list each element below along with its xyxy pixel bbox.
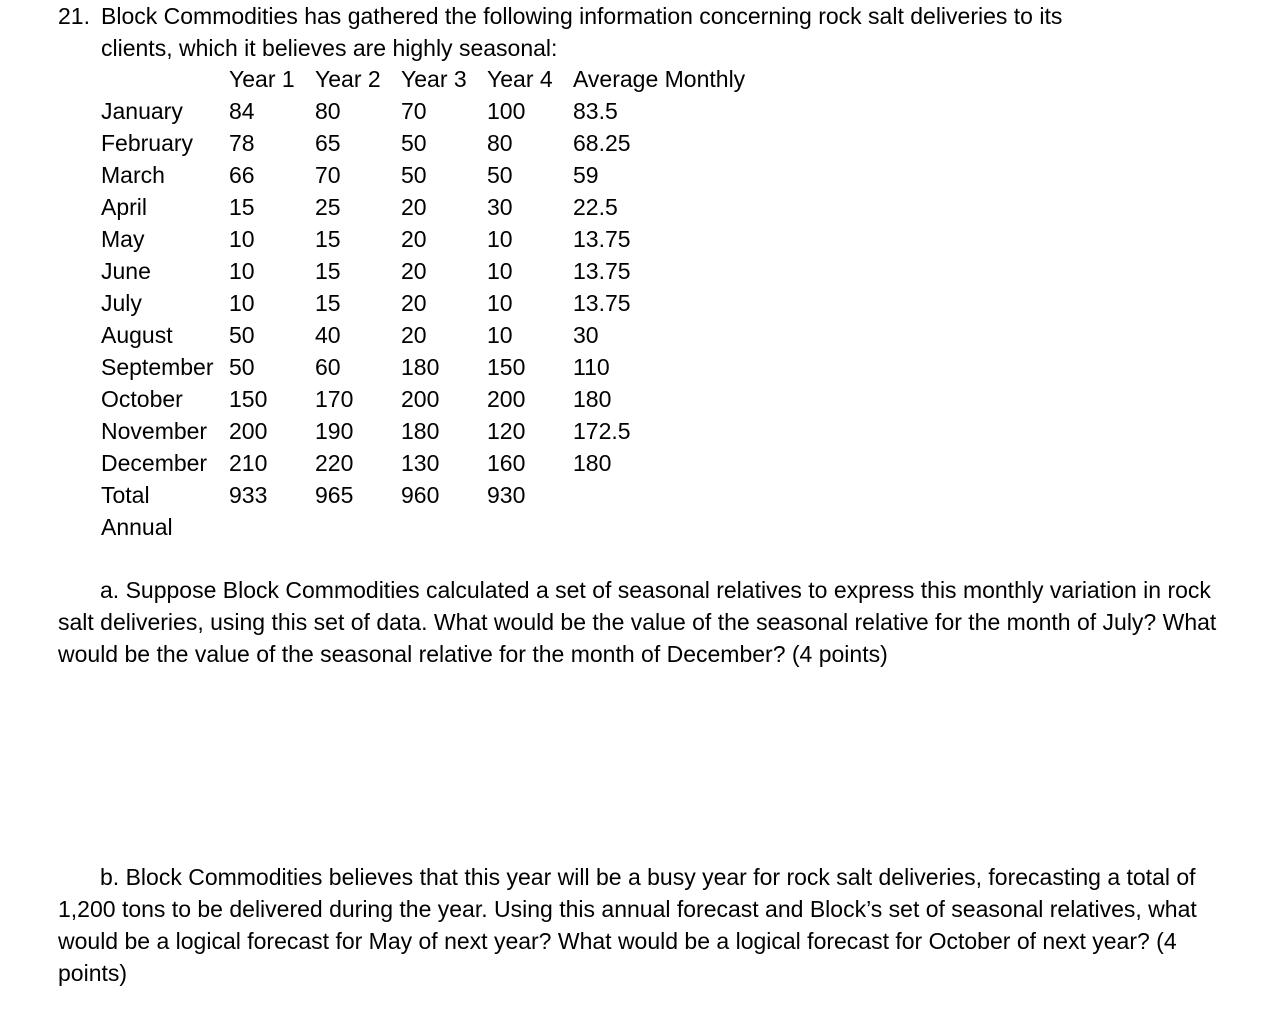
year-1-cell: 66 [229, 162, 255, 188]
deliveries-table [101, 63, 763, 543]
table-row [101, 351, 763, 383]
year-4-cell [487, 511, 573, 543]
year-2-cell [315, 511, 401, 543]
year-1-cell: 10 [229, 290, 255, 316]
year-3-cell: 70 [401, 98, 427, 124]
year-4-cell: 10 [487, 226, 513, 252]
month-cell: May [101, 226, 145, 252]
month-cell: December [101, 450, 208, 476]
question-intro-line-1: Block Commodities has gathered the following information concerning rock salt deliveries to its [101, 3, 1063, 29]
year-2-cell: 40 [315, 322, 341, 348]
table-row [101, 511, 763, 543]
year-1-cell: 10 [229, 226, 255, 252]
part-a-text: a. Suppose Block Commodities calculated a set of seasonal relatives to express this monthly variation in rock salt deliveries, using this set of data. What would be the value of the seasonal relative for the month of July? What would be the value of the seasonal relative for the month of December? (4 points) [58, 577, 1217, 667]
average-monthly-cell: 68.25 [573, 130, 631, 156]
year-1-cell: 10 [229, 258, 255, 284]
year-2-cell: 25 [315, 194, 341, 220]
year-3-cell: 200 [401, 386, 440, 412]
table-row [101, 191, 763, 223]
year-2-cell: 80 [315, 98, 341, 124]
year-3-cell: 960 [401, 482, 440, 508]
month-cell: June [101, 258, 151, 284]
year-3-cell: 20 [401, 258, 427, 284]
month-cell: February [101, 130, 194, 156]
average-monthly-cell [573, 479, 763, 511]
year-2-cell: 965 [315, 482, 354, 508]
question-intro-line-2: clients, which it believes are highly seasonal: [101, 35, 558, 61]
year-3-cell: 50 [401, 130, 427, 156]
header-cell-average-monthly: Average Monthly [573, 66, 746, 92]
year-3-cell: 20 [401, 322, 427, 348]
part-a-paragraph [58, 574, 1238, 670]
part-b-paragraph [58, 861, 1238, 989]
year-2-cell: 70 [315, 162, 341, 188]
average-monthly-cell: 13.75 [573, 258, 631, 284]
month-cell: July [101, 290, 142, 316]
year-1-cell: 50 [229, 322, 255, 348]
table-row [101, 383, 763, 415]
year-3-cell: 50 [401, 162, 427, 188]
table-body [101, 95, 763, 543]
year-4-cell: 80 [487, 130, 513, 156]
header-cell-year-2: Year 2 [315, 66, 381, 92]
average-monthly-cell: 172.5 [573, 418, 631, 444]
average-monthly-cell: 22.5 [573, 194, 618, 220]
year-4-cell: 100 [487, 98, 526, 124]
year-3-cell: 180 [401, 354, 440, 380]
year-4-cell: 10 [487, 258, 513, 284]
year-1-cell: 210 [229, 450, 268, 476]
header-cell-month [101, 63, 229, 95]
year-2-cell: 15 [315, 258, 341, 284]
month-cell: August [101, 322, 173, 348]
year-1-cell: 150 [229, 386, 268, 412]
average-monthly-cell: 59 [573, 162, 599, 188]
year-4-cell: 10 [487, 322, 513, 348]
part-b-text: b. Block Commodities believes that this year will be a busy year for rock salt deliveries, forecasting a total of 1,200 tons to be delivered during the year. Using this annual forecast and Block’s set of seasonal relatives, what would be a logical forecast for May of next year? What would be a logical forecast for October of next year? (4 points) [58, 864, 1197, 986]
month-cell: March [101, 162, 165, 188]
year-1-cell: 15 [229, 194, 255, 220]
table-row [101, 159, 763, 191]
average-monthly-cell: 30 [573, 322, 599, 348]
month-cell: October [101, 386, 183, 412]
year-1-cell: 933 [229, 482, 268, 508]
year-4-cell: 150 [487, 354, 526, 380]
average-monthly-cell: 180 [573, 386, 612, 412]
year-2-cell: 15 [315, 226, 341, 252]
year-4-cell: 200 [487, 386, 526, 412]
year-2-cell: 190 [315, 418, 354, 444]
average-monthly-cell [573, 511, 763, 543]
table-row [101, 95, 763, 127]
table-row [101, 255, 763, 287]
year-1-cell: 50 [229, 354, 255, 380]
average-monthly-cell: 83.5 [573, 98, 618, 124]
year-4-cell: 120 [487, 418, 526, 444]
month-cell: Annual [101, 514, 173, 540]
year-4-cell: 160 [487, 450, 526, 476]
year-4-cell: 10 [487, 290, 513, 316]
question-header [0, 0, 1284, 64]
month-cell: January [101, 98, 183, 124]
year-4-cell: 50 [487, 162, 513, 188]
year-1-cell: 84 [229, 98, 255, 124]
year-2-cell: 220 [315, 450, 354, 476]
year-3-cell: 130 [401, 450, 440, 476]
header-cell-year-3: Year 3 [401, 66, 467, 92]
year-2-cell: 170 [315, 386, 354, 412]
month-cell: September [101, 354, 214, 380]
table-header-row [101, 63, 763, 95]
table-row [101, 319, 763, 351]
year-2-cell: 15 [315, 290, 341, 316]
year-4-cell: 930 [487, 482, 526, 508]
header-cell-year-4: Year 4 [487, 66, 553, 92]
table-row [101, 287, 763, 319]
month-cell: November [101, 418, 208, 444]
year-4-cell: 30 [487, 194, 513, 220]
table-row [101, 479, 763, 511]
year-3-cell [401, 511, 487, 543]
table-row [101, 447, 763, 479]
average-monthly-cell: 13.75 [573, 226, 631, 252]
month-cell: April [101, 194, 148, 220]
year-3-cell: 20 [401, 194, 427, 220]
year-1-cell: 200 [229, 418, 268, 444]
average-monthly-cell: 180 [573, 450, 612, 476]
year-2-cell: 60 [315, 354, 341, 380]
year-3-cell: 20 [401, 226, 427, 252]
year-3-cell: 20 [401, 290, 427, 316]
table-row [101, 223, 763, 255]
header-cell-year-1: Year 1 [229, 66, 295, 92]
year-1-cell [229, 511, 315, 543]
average-monthly-cell: 13.75 [573, 290, 631, 316]
average-monthly-cell: 110 [573, 354, 610, 380]
table-row [101, 127, 763, 159]
year-2-cell: 65 [315, 130, 341, 156]
table-row [101, 415, 763, 447]
year-3-cell: 180 [401, 418, 440, 444]
month-cell: Total [101, 482, 150, 508]
question-number: 21. [58, 3, 90, 29]
year-1-cell: 78 [229, 130, 255, 156]
